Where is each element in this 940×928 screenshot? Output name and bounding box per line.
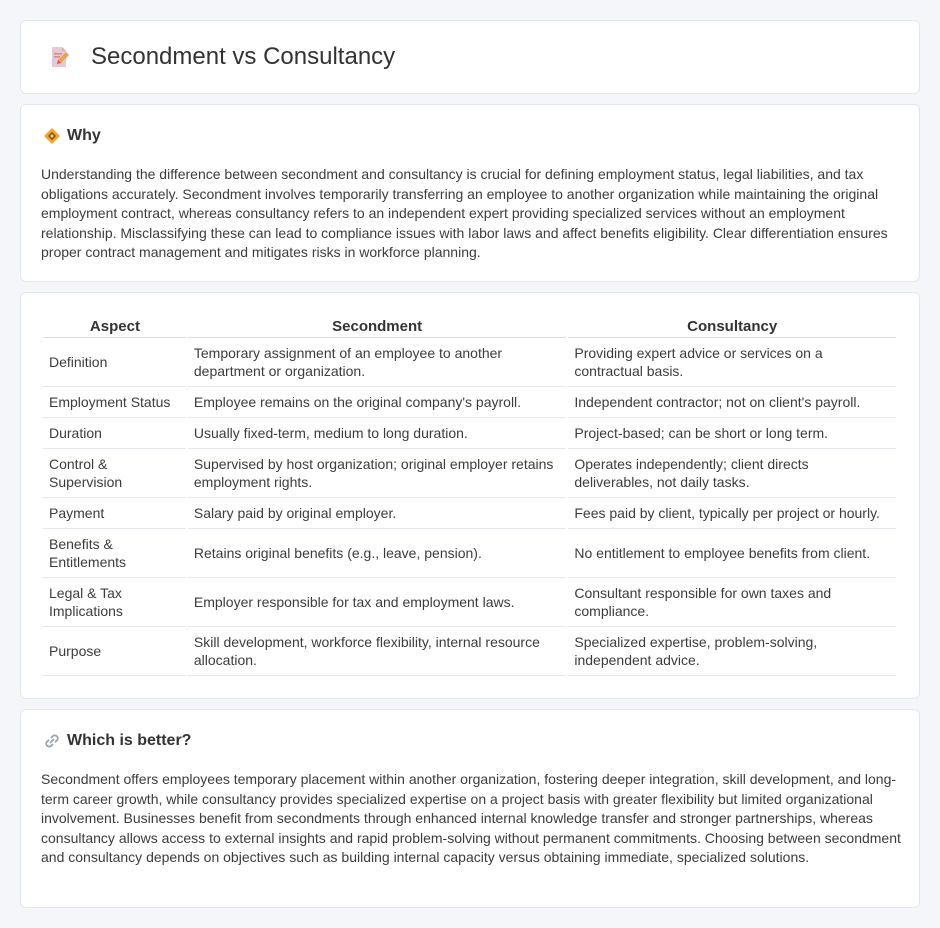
comparison-table [43, 314, 898, 676]
why-section [20, 104, 920, 282]
row-aspect: Control & Supervision [43, 448, 187, 497]
row-aspect: Duration [43, 417, 187, 448]
row-secondment: Employer responsible for tax and employment laws. [187, 577, 567, 626]
row-aspect: Payment [43, 497, 187, 528]
row-consultancy: Project-based; can be short or long term. [567, 417, 897, 448]
row-secondment: Temporary assignment of an employee to another department or organization. [187, 337, 567, 386]
row-secondment: Usually fixed-term, medium to long duration. [187, 417, 567, 448]
document-edit-icon [47, 45, 71, 69]
header-consultancy: Consultancy [567, 314, 897, 337]
header-secondment: Secondment [187, 314, 567, 337]
row-secondment: Retains original benefits (e.g., leave, pension). [187, 528, 567, 577]
row-aspect: Benefits & Entitlements [43, 528, 187, 577]
row-aspect: Definition [43, 337, 187, 386]
table-header-row [43, 314, 897, 337]
row-consultancy: No entitlement to employee benefits from client. [567, 528, 897, 577]
header-aspect: Aspect [43, 314, 187, 337]
why-title: Why [67, 127, 101, 144]
row-consultancy: Fees paid by client, typically per project or hourly. [567, 497, 897, 528]
table-row [43, 497, 897, 528]
table-row [43, 577, 897, 626]
table-row [43, 626, 897, 675]
row-secondment: Salary paid by original employer. [187, 497, 567, 528]
row-aspect: Legal & Tax Implications [43, 577, 187, 626]
row-consultancy: Independent contractor; not on client's payroll. [567, 386, 897, 417]
row-secondment: Supervised by host organization; original employer retains employment rights. [187, 448, 567, 497]
row-consultancy: Consultant responsible for own taxes and compliance. [567, 577, 897, 626]
row-aspect: Purpose [43, 626, 187, 675]
table-row [43, 417, 897, 448]
table-row [43, 448, 897, 497]
better-body: Secondment offers employees temporary placement within another organization, fostering deeper integration, skill development, and long-term career growth, while consultancy provides specialized expertise on a project basis with greater flexibility but limited organizational involvement. Businesses benefit from secondments through enhanced internal knowledge transfer and stronger partnerships, whereas consultancy allows access to external insights and rapid problem-solving without permanent commitments. Choosing between secondment and consultancy depends on objectives such as building internal capacity versus obtaining immediate, specialized solutions. [41, 771, 901, 866]
table-row [43, 528, 897, 577]
page-title: Secondment vs Consultancy [91, 43, 396, 70]
table-row [43, 386, 897, 417]
link-icon [43, 732, 61, 750]
diamond-icon [43, 127, 61, 145]
row-aspect: Employment Status [43, 386, 187, 417]
comparison-section [20, 292, 920, 699]
row-consultancy: Providing expert advice or services on a contractual basis. [567, 337, 897, 386]
better-title: Which is better? [67, 732, 192, 749]
row-consultancy: Operates independently; client directs deliverables, not daily tasks. [567, 448, 897, 497]
row-secondment: Employee remains on the original company's payroll. [187, 386, 567, 417]
why-body: Understanding the difference between secondment and consultancy is crucial for defining employment status, legal liabilities, and tax obligations accurately. Secondment involves temporarily transferring an employee to another organization while maintaining the original employment contract, whereas consultancy refers to an independent expert providing specialized services without an employment relationship. Misclassifying these can lead to compliance issues with labor laws and affect benefits eligibility. Clear differentiation ensures proper contract management and mitigates risks in workforce planning. [41, 166, 888, 261]
row-consultancy: Specialized expertise, problem-solving, independent advice. [567, 626, 897, 675]
row-secondment: Skill development, workforce flexibility, internal resource allocation. [187, 626, 567, 675]
better-section [20, 709, 920, 908]
table-row [43, 337, 897, 386]
title-card [20, 20, 920, 94]
